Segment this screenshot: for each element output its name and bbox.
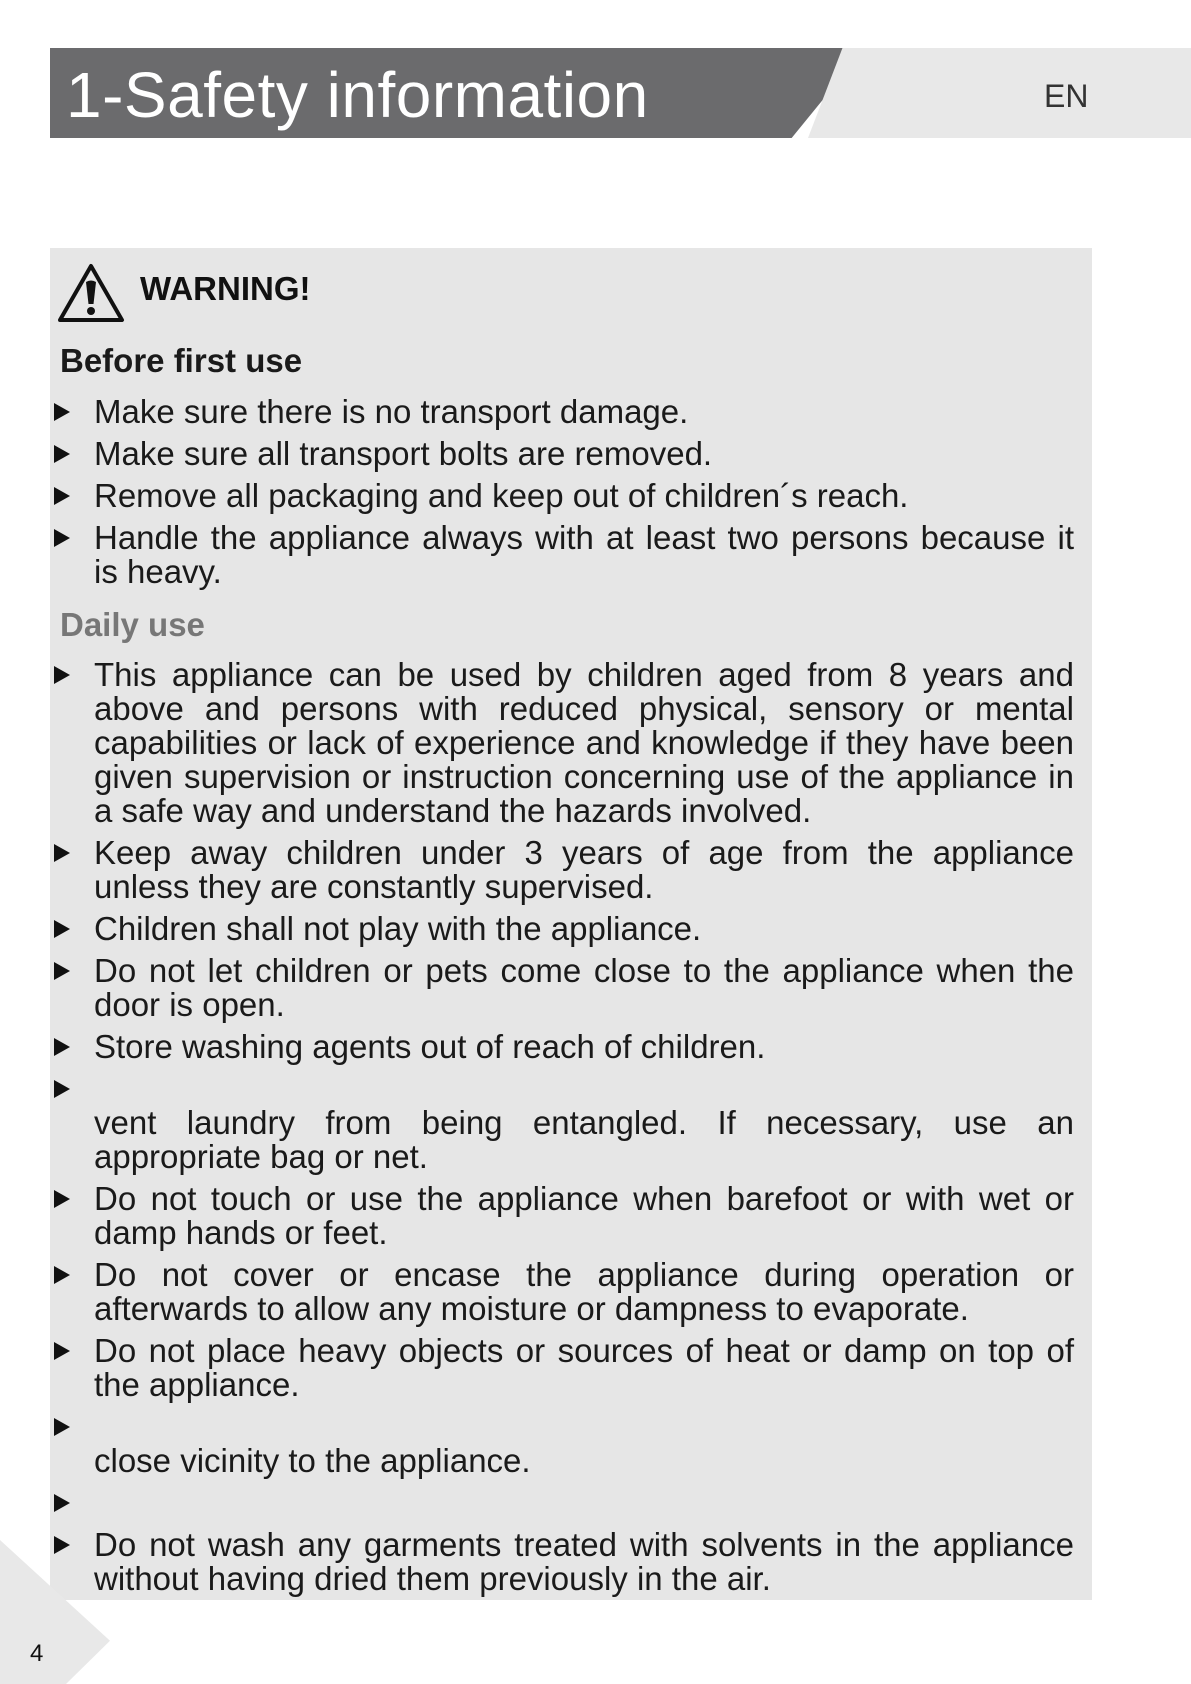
bullet-arrow-icon [54, 666, 70, 684]
warning-triangle-icon [56, 262, 126, 324]
list-item: close vicinity to the appliance. [52, 1410, 1074, 1478]
page-title: 1-Safety information [66, 59, 649, 131]
bullet-arrow-icon [54, 487, 70, 505]
bullet-arrow-icon [54, 1342, 70, 1360]
bullet-arrow-icon [54, 962, 70, 980]
missing-text-line [94, 1072, 1074, 1106]
bullet-arrow-icon [54, 1190, 70, 1208]
bullet-arrow-icon [54, 403, 70, 421]
language-tab [808, 48, 1191, 138]
bullet-arrow-icon [54, 1536, 70, 1554]
list-item: Make sure all transport bolts are removed. [52, 437, 1074, 471]
bullet-arrow-icon [54, 920, 70, 938]
list-item: Children shall not play with the appliance. [52, 912, 1074, 946]
bullet-arrow-icon [54, 1266, 70, 1284]
bullet-arrow-icon [54, 1494, 70, 1512]
list-item: Make sure there is no transport damage. [52, 395, 1074, 429]
bullet-arrow-icon [54, 1038, 70, 1056]
list-item: Remove all packaging and keep out of children´s reach. [52, 479, 1074, 513]
warning-title: WARNING! [140, 270, 311, 307]
list-item: Do not cover or encase the appliance during operation or afterwards to allow any moisture or dampness to evaporate. [52, 1258, 1074, 1326]
bullet-arrow-icon [54, 529, 70, 547]
list-item: Do not place heavy objects or sources of heat or damp on top of the appliance. [52, 1334, 1074, 1402]
bullet-arrow-icon [54, 844, 70, 862]
list-item: Do not touch or use the appliance when barefoot or with wet or damp hands or feet. [52, 1182, 1074, 1250]
bullet-arrow-icon [54, 1418, 70, 1436]
language-label: EN [1044, 78, 1089, 114]
before-first-use-heading: Before first use [60, 342, 303, 379]
list-item: Handle the appliance always with at least two persons because it is heavy. [52, 521, 1074, 589]
list-item: Keep away children under 3 years of age from the appliance unless they are constantly supervised. [52, 836, 1074, 904]
bullet-arrow-icon [54, 445, 70, 463]
page-number: 4 [30, 1640, 44, 1667]
daily-use-heading: Daily use [60, 606, 205, 643]
bullet-arrow-icon [54, 1080, 70, 1098]
list-item: Do not let children or pets come close to the appliance when the door is open. [52, 954, 1074, 1022]
list-item: vent laundry from being entangled. If necessary, use an appropriate bag or net. [52, 1072, 1074, 1174]
before-first-use-list [52, 395, 1074, 597]
list-item: This appliance can be used by children aged from 8 years and above and persons with reduced physical, sensory or mental capabilities or lack of experience and knowledge if they have been given supervision or instruction concerning use of the appliance in a safe way and understand the hazards involved. [52, 658, 1074, 828]
missing-text-line [94, 1486, 1074, 1520]
list-item [52, 1486, 1074, 1520]
list-item: Do not wash any garments treated with solvents in the appliance without having dried them previously in the air. [52, 1528, 1074, 1596]
list-item: Store washing agents out of reach of children. [52, 1030, 1074, 1064]
daily-use-list [52, 658, 1074, 1604]
missing-text-line [94, 1410, 1074, 1444]
